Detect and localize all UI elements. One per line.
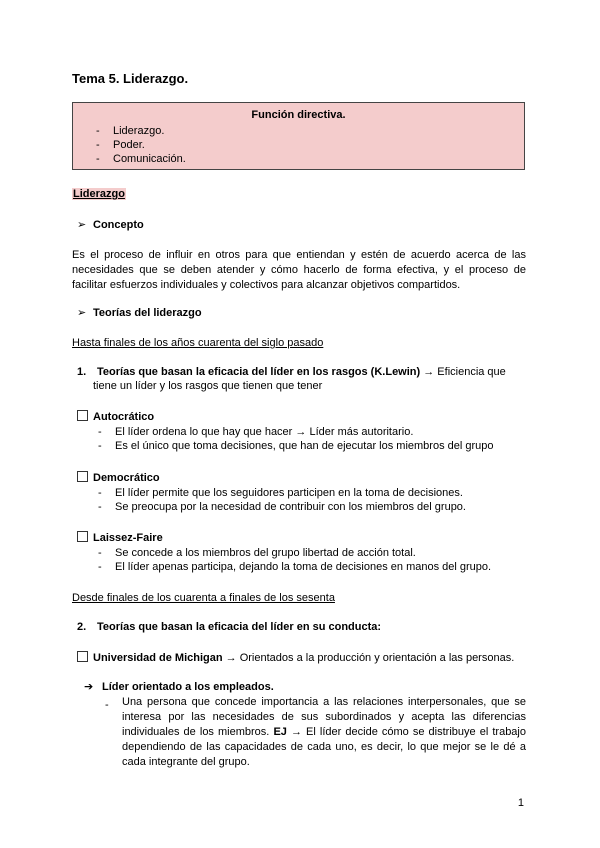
list-item: - El líder ordena lo que hay que hacer → Líder más autoritario. — [98, 426, 414, 438]
page-title: Tema 5. Liderazgo. — [72, 71, 189, 86]
theory-number: 2. — [77, 621, 87, 633]
checkbox-icon — [77, 410, 88, 421]
theory-number: 1. — [77, 366, 87, 378]
michigan-name: Universidad de Michigan — [93, 652, 223, 664]
theory-2 — [77, 620, 381, 634]
summary-box — [72, 102, 525, 170]
style-democratico: Democrático — [77, 471, 160, 485]
checkbox-icon — [77, 471, 88, 482]
teorias-heading: ➢ Teorías del liderazgo — [77, 307, 202, 319]
autocratico-list — [98, 425, 494, 453]
theory-rest: → Eficiencia que — [420, 366, 506, 378]
concepto-heading: ➢ Concepto — [77, 219, 144, 231]
arrowhead-icon: ➢ — [77, 307, 87, 319]
democratico-list — [98, 486, 466, 514]
lider-empleados-dash: - — [105, 699, 109, 711]
right-arrow-icon: ➔ — [84, 681, 94, 693]
theory-heading: Teorías que basan la eficacia del líder en los rasgos (K.Lewin) — [97, 366, 421, 378]
list-item: - El líder apenas participa, dejando la toma de decisiones en manos del grupo. — [98, 561, 492, 573]
list-item: - Se concede a los miembros del grupo libertad de acción total. — [98, 547, 416, 559]
list-item: - Se preocupa por la necesidad de contribuir con los miembros del grupo. — [98, 501, 466, 513]
checkbox-icon — [77, 651, 88, 662]
theory-line2: tiene un líder y los rasgos que tienen que tener — [93, 380, 323, 392]
concepto-paragraph: Es el proceso de influir en otros para que entiendan y estén de acuerdo acerca de las necesidades que se deben atender y cómo hacerlo de forma efectiva, y el proceso de facilitar esfuerzos individuales y colectivos para alcanzar objetivos compartidos. — [72, 249, 526, 291]
summary-heading: Función directiva. — [251, 109, 346, 121]
section-heading: Liderazgo — [73, 188, 125, 200]
period-heading-1: Hasta finales de los años cuarenta del siglo pasado — [72, 337, 324, 349]
michigan-line — [77, 651, 514, 665]
list-item: - Es el único que toma decisiones, que han de ejecutar los miembros del grupo — [98, 440, 494, 452]
list-item: - El líder permite que los seguidores participen en la toma de decisiones. — [98, 487, 463, 499]
summary-item: - Liderazgo. — [96, 125, 165, 137]
lider-empleados-text: Una persona que concede importancia a las relaciones interpersonales, que se interesa por las necesidades de sus subordinados y acepta las diferencias individuales de los miembros. EJ → El líder decide cómo se distribuye el trabajo dependiendo de las capacidades de cada uno, es decir, lo que mejor se le dé a cada integrante del grupo. — [122, 696, 526, 768]
theory-heading: Teorías que basan la eficacia del líder en su conducta: — [97, 621, 382, 633]
michigan-rest: → Orientados a la producción y orientación a las personas. — [222, 652, 515, 664]
summary-item: - Poder. — [96, 139, 145, 151]
laissez-faire-list — [98, 546, 492, 574]
theory-1 — [77, 365, 527, 393]
summary-item: - Comunicación. — [96, 153, 186, 165]
arrowhead-icon: ➢ — [77, 219, 87, 231]
period-heading-2: Desde finales de los cuarenta a finales de los sesenta — [72, 592, 335, 604]
page-number: 1 — [517, 797, 524, 809]
style-laissez-faire: Laissez-Faire — [77, 531, 163, 545]
style-autocratico: Autocrático — [77, 410, 154, 424]
lider-empleados-heading: ➔ Líder orientado a los empleados. — [84, 681, 274, 693]
checkbox-icon — [77, 531, 88, 542]
summary-list — [96, 124, 186, 166]
